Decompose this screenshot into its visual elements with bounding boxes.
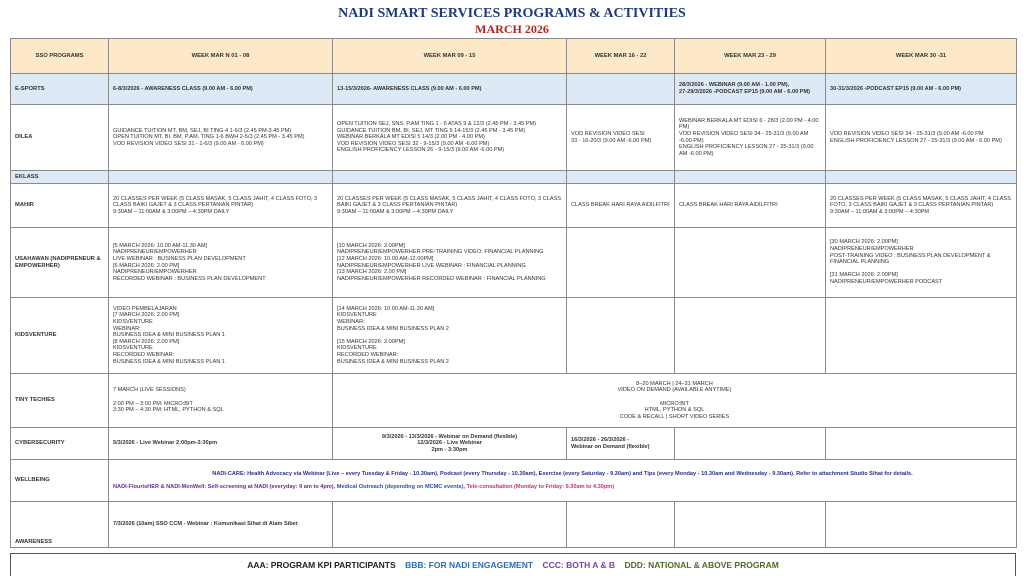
row-awareness bbox=[11, 502, 1017, 548]
cell: GUIDANCE TUITION MT, BM, SEJ, BI TING 4 1-6/3 (2.45 PM-3.45 PM) OPEN TUITION MT, BI, BM, P.AM, TING 1-6 BWH 2-5/3 (2.45 PM - 3.45 PM) VOD REVISION VIDEO SESI 31 - 1-6/3 (9.00 AM - 6.00 PM) bbox=[109, 105, 333, 171]
cell bbox=[333, 171, 567, 184]
legend-aaa: AAA: PROGRAM KPI PARTICIPANTS bbox=[247, 560, 396, 570]
cell bbox=[567, 502, 675, 548]
cell bbox=[675, 228, 826, 298]
row-eklass bbox=[11, 171, 1017, 184]
cell: 28/3/2026 - WEBINAR (9.00 AM - 1.00 PM), 27-29/3/2026 -PODCAST EP15 (9.00 AM - 6.00 PM) bbox=[675, 74, 826, 105]
row-label: CYBERSECURITY bbox=[11, 428, 109, 460]
cell bbox=[675, 428, 826, 460]
header-programs: SSO PROGRAMS bbox=[11, 39, 109, 74]
cell bbox=[826, 171, 1017, 184]
cell: 7/3/2026 (10am) SSO CCM - Webinar : Komunikasi Sihat di Alam Siber bbox=[109, 502, 333, 548]
row-label: KIDSVENTURE bbox=[11, 298, 109, 374]
cell: 20 CLASSES PER WEEK (5 CLASS MASAK, 5 CLASS JAHIT, 4 CLASS FOTO, 3 CLASS BAIKI GAJET & 3 CLASS PERTANIAN PINTAR) 9:30AM – 11:00AM & 3:00PM – 4:30PM DAILY bbox=[333, 184, 567, 228]
row-label: E-SPORTS bbox=[11, 74, 109, 105]
row-label: USAHAWAN (NADIPRENEUR & EMPOWERHER) bbox=[11, 228, 109, 298]
header-week-2: WEEK MAR 09 - 15 bbox=[333, 39, 567, 74]
cell: 8–20 MARCH | 24–31 MARCH VIDEO ON DEMAND (AVAILABLE ANYTIME) MICRO:BIT HTML, PYTHON & SQL CODE & RECALL | SHORT VIDEO SERIES bbox=[333, 374, 1017, 428]
row-label: EKLASS bbox=[11, 171, 109, 184]
cell: 5/3/2026 - Live Webinar 2:00pm-3:30pm bbox=[109, 428, 333, 460]
legend-ddd: DDD: NATIONAL & ABOVE PROGRAM bbox=[624, 560, 779, 570]
row-label: WELLBEING bbox=[11, 460, 109, 502]
page-subtitle: MARCH 2026 bbox=[475, 22, 549, 36]
cell: 20 CLASSES PER WEEK (5 CLASS MASAK, 5 CLASS JAHIT, 4 CLASS FOTO, 3 CLASS BAIKI GAJET & 3 CLASS PERTANIAN PINTAR) 9:30AM – 11:00AM & 3:00PM – 4:30PM DAILY bbox=[109, 184, 333, 228]
cell: 13-15/3/2026- AWARENESS CLASS (9.00 AM - 6.00 PM) bbox=[333, 74, 567, 105]
cell: [14 MARCH 2026: 10.00 AM-11.30 AM] KIDSVENTURE WEBINAR: BUSINESS IDEA & MINI BUSINESS PLAN 2 [15 MARCH 2026: 2.00PM] KIDSVENTURE RECORDED WEBINAR: BUSINESS IDEA & MINI BUSINESS PLAN 2 bbox=[333, 298, 567, 374]
cell: [5 MARCH 2026: 10.00 AM-11.30 AM] NADIPRENEUR/EMPOWERHER LIVE WEBINAR : BUSINESS PLAN DEVELOPMENT [6 MARCH 2026: 2.00 PM] NADIPRENEUR/EMPOWERHER RECORDED WEBINAR : BUSINESS PLAN DEVELOPMENT bbox=[109, 228, 333, 298]
cell bbox=[826, 502, 1017, 548]
row-dilea bbox=[11, 105, 1017, 171]
row-label: DILEA bbox=[11, 105, 109, 171]
row-cybersecurity bbox=[11, 428, 1017, 460]
cell bbox=[567, 171, 675, 184]
legend-ccc: CCC: BOTH A & B bbox=[542, 560, 616, 570]
cell bbox=[109, 460, 1017, 502]
header-week-3: WEEK MAR 16 - 22 bbox=[567, 39, 675, 74]
wellbeing-line-2: NADI-FlourisHER & NADI-MenWell: Self-screening at NADI (everyday: 9 am to 4pm), Medical Outreach (depending on MCMC events), Tele-consultation (Monday to Friday: 9.30am to 4.30pm) bbox=[113, 483, 615, 490]
cell: VOD REVISION VIDEO SESI 34 - 25-31/3 (9.00 AM -6.00 PM ENGLISH PROFICIENCY LESSON 27 - 25-31/3 (9.00 AM - 6.00 PM) bbox=[826, 105, 1017, 171]
cell bbox=[567, 298, 675, 374]
cell bbox=[675, 502, 826, 548]
header-week-4: WEEK MAR 23 - 29 bbox=[675, 39, 826, 74]
header-week-5: WEEK MAR 30 -31 bbox=[826, 39, 1017, 74]
legend-bbb: BBB: FOR NADI ENGAGEMENT bbox=[405, 560, 534, 570]
wellbeing-line-1: NADI-CARE: Health Advocacy via Webinar (Live – every Tuesday & Friday - 10.30am), Podcast (every Thursday - 10.30am), Exercise (every Saturday - 9.30am) and Tips (every Monday - 10.30am and Wednesday - 9.30am). Refer to attachment Studio Sihat for details. bbox=[212, 470, 913, 477]
cell: 6-8/3/2026 - AWARENESS CLASS (9.00 AM - 6.00 PM) bbox=[109, 74, 333, 105]
row-esports bbox=[11, 74, 1017, 105]
cell: WEBINAR BERKALA MT EDISI 6 - 28/3 (2.00 PM - 4.00 PM) VOD REVISION VIDEO SESI 34 - 25-31/3 (9.00 AM -6.00 PM) ENGLISH PROFICIENCY LESSON 27 - 25-31/3 (9.00 AM -6.00 PM) bbox=[675, 105, 826, 171]
header-row bbox=[11, 39, 1017, 74]
cell: VOD REVISION VIDEO SESI 33 - 16-20/3 (9.00 AM -6.00 PM) bbox=[567, 105, 675, 171]
cell: 9/3/2026 - 13/3/2026 - Webinar on Demand (flexible) 12/3/2026 - Live Webinar 2pm - 3:30pm bbox=[333, 428, 567, 460]
schedule-table bbox=[10, 38, 1017, 548]
row-wellbeing bbox=[11, 460, 1017, 502]
cell bbox=[826, 298, 1017, 374]
row-tinytechies bbox=[11, 374, 1017, 428]
cell bbox=[567, 228, 675, 298]
cell: [30 MARCH 2026: 2.00PM] NADIPRENEUR/EMPOWERHER POST-TRAINING VIDEO : BUSINESS PLAN DEVELOPMENT & FINANCIAL PLANNING [31 MARCH 2026: 2.00PM] NADIPRENEUR/EMPOWERHER PODCAST bbox=[826, 228, 1017, 298]
cell: 20 CLASSES PER WEEK (5 CLASS MASAK, 5 CLASS JAHIT, 4 CLASS FOTO, 3 CLASS BAIKI GAJET & 3 CLASS PERTANIAN PINTAR) 9:30AM – 11:00AM & 3:00PM – 4:30PM bbox=[826, 184, 1017, 228]
cell: [10 MARCH 2026: 2.00PM] NADIPRENEUR/EMPOWERHER PRE-TRAINING VIDEO: FINANCIAL PLANNING [12 MARCH 2026: 10.00 AM-12.00PM] NADIPRENEUR/EMPOWERHER LIVE WEBINAR : FINANCIAL PLANNING [13 MARCH 2026: 2.00 PM] NADIPRENEUR/EMPOWERHER RECORDED WEBINAR : FINANCIAL PLANNING bbox=[333, 228, 567, 298]
row-kidsventure bbox=[11, 298, 1017, 374]
cell bbox=[567, 74, 675, 105]
cell: CLASS BREAK HARI RAYA AIDILFITRI bbox=[567, 184, 675, 228]
cell bbox=[333, 502, 567, 548]
cell: OPEN TUITION SEJ, SNS, P.AM TING 1 - 6 ATAS 9 & 12/3 (2.45 PM - 3.45 PM) GUIDANCE TUITION BM, BI, SEJ, MT TING 5 14-15/3 (2.45 PM - 3.45 PM) WEBINAR BERKALA MT EDISI 5 14/3 (2.00 PM - 4.00 PM) VOD REVISION VIDEO SESI 32 - 9-15/3 (9.00 AM -6.00 PM) ENGLISH PROFICIENCY LESSON 26 - 9-15/3 (9.00 AM -6.00 PM) bbox=[333, 105, 567, 171]
cell bbox=[675, 298, 826, 374]
cell: 30-31/3/2026 -PODCAST EP15 (9.00 AM - 6.00 PM) bbox=[826, 74, 1017, 105]
header-week-1: WEEK MAR N 01 - 08 bbox=[109, 39, 333, 74]
cell: 7 MARCH (LIVE SESSIONS) 2:00 PM – 3:00 PM: MICRO:BIT 3:30 PM – 4:30 PM: HTML, PYTHON & SQL bbox=[109, 374, 333, 428]
cell: VIDEO PEMBELAJARAN [7 MARCH 2026: 2.00 PM] KIDSVENTURE WEBINAR: BUSINESS IDEA & MINI BUSINESS PLAN 1 [8 MARCH 2026: 2.00 PM] KIDSVENTURE RECORDED WEBINAR: BUSINESS IDEA & MINI BUSINESS PLAN 1 bbox=[109, 298, 333, 374]
cell: 16/3/2026 - 26/3/2026 - Webinar on Demand (flexible) bbox=[567, 428, 675, 460]
cell bbox=[826, 428, 1017, 460]
row-label: TINY TECHIES bbox=[11, 374, 109, 428]
cell bbox=[109, 171, 333, 184]
page-title: NADI SMART SERVICES PROGRAMS & ACTIVITIES bbox=[338, 6, 686, 21]
row-usahawan bbox=[11, 228, 1017, 298]
row-label: AWARENESS bbox=[11, 502, 109, 548]
row-mahir bbox=[11, 184, 1017, 228]
cell bbox=[675, 171, 826, 184]
cell: CLASS BREAK HARI RAYA AIDILFITRI bbox=[675, 184, 826, 228]
row-label: MAHIR bbox=[11, 184, 109, 228]
legend-bar bbox=[10, 553, 1016, 576]
